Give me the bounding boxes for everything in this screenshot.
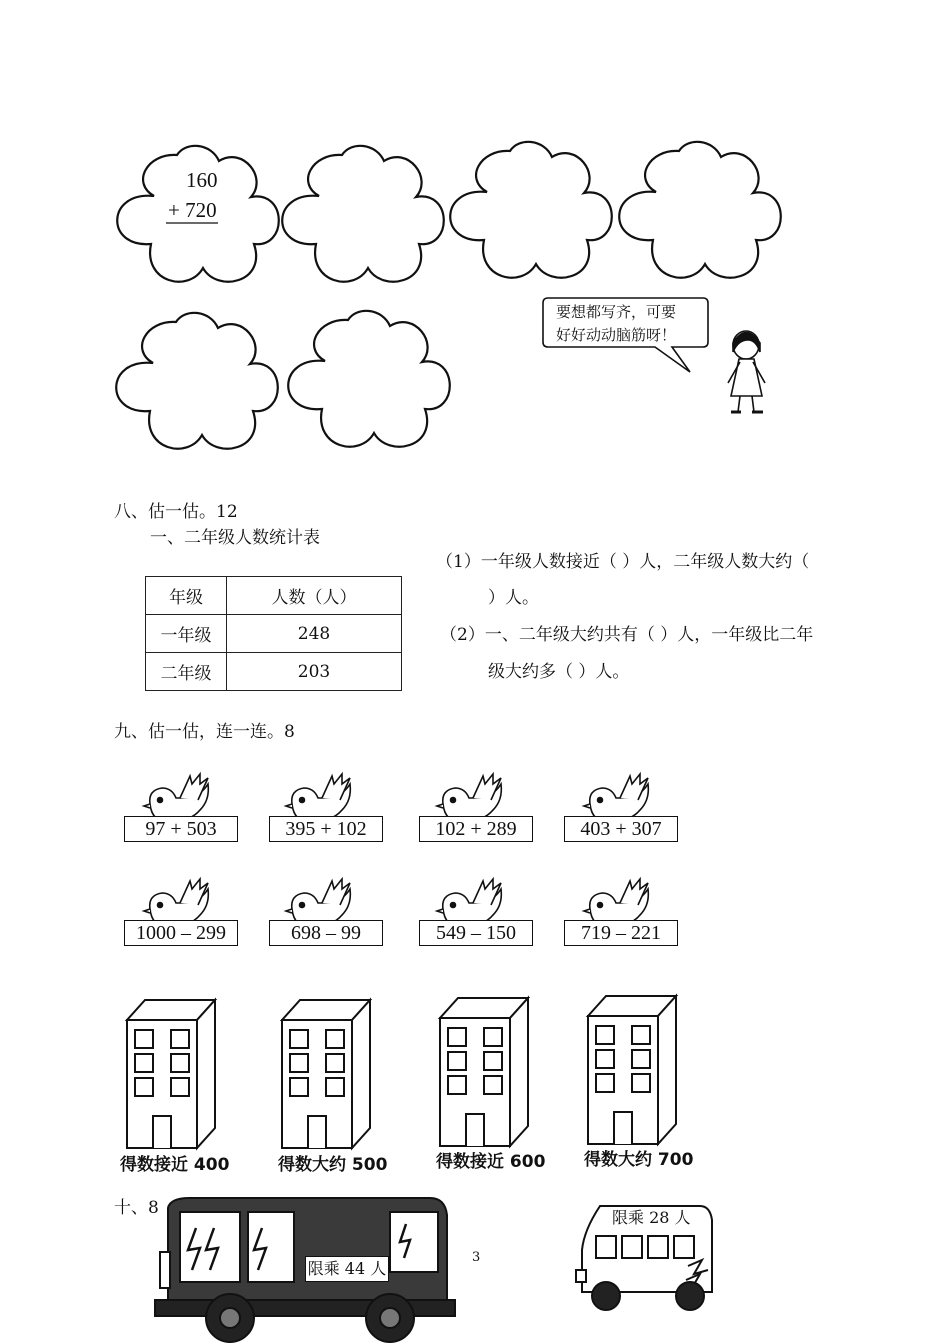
building-label-4[interactable]: 得数大约 700: [584, 1150, 694, 1170]
expression-5[interactable]: 1000 – 299: [124, 920, 238, 946]
expression-1[interactable]: 97 + 503: [124, 816, 238, 842]
header-count: 人数（人）: [227, 577, 402, 615]
row-2-grade: 二年级: [146, 653, 227, 691]
section-10-title: 十、8: [114, 1198, 159, 1218]
expression-7[interactable]: 549 – 150: [419, 920, 533, 946]
section-8-title: 八、估一估。12: [114, 502, 238, 522]
building-label-3[interactable]: 得数接近 600: [436, 1152, 546, 1172]
question-1-line-1: （1）一年级人数接近（ ）人，二年级人数大约（: [436, 552, 810, 572]
header-grade: 年级: [146, 577, 227, 615]
question-2-line-1: （2）一、二年级大约共有（ ）人，一年级比二年: [440, 625, 814, 645]
small-bus-capacity-sign: 限乘 28 人: [612, 1208, 691, 1227]
expression-6[interactable]: 698 – 99: [269, 920, 383, 946]
section-9-title: 九、估一估，连一连。8: [114, 722, 295, 742]
expression-4[interactable]: 403 + 307: [564, 816, 678, 842]
bubble-line-2: 好好动动脑筋呀！: [556, 326, 677, 344]
flower-example-addend-2: + 720: [168, 198, 217, 222]
bubble-line-1: 要想都写齐，可要: [556, 303, 677, 321]
row-1-count: 248: [227, 615, 402, 653]
big-bus-capacity-sign: 限乘 44 人: [305, 1256, 389, 1282]
page-number: 3: [472, 1250, 481, 1265]
row-1-grade: 一年级: [146, 615, 227, 653]
question-1-line-2: ）人。: [488, 588, 539, 608]
question-2-line-2: 级大约多（ ）人。: [488, 662, 630, 682]
building-label-2[interactable]: 得数大约 500: [278, 1155, 388, 1175]
flower-example-addend: 160: [186, 168, 218, 192]
row-2-count: 203: [227, 653, 402, 691]
expression-3[interactable]: 102 + 289: [419, 816, 533, 842]
expression-8[interactable]: 719 – 221: [564, 920, 678, 946]
expression-2[interactable]: 395 + 102: [269, 816, 383, 842]
building-label-1[interactable]: 得数接近 400: [120, 1155, 230, 1175]
table-caption: 一、二年级人数统计表: [150, 528, 320, 548]
